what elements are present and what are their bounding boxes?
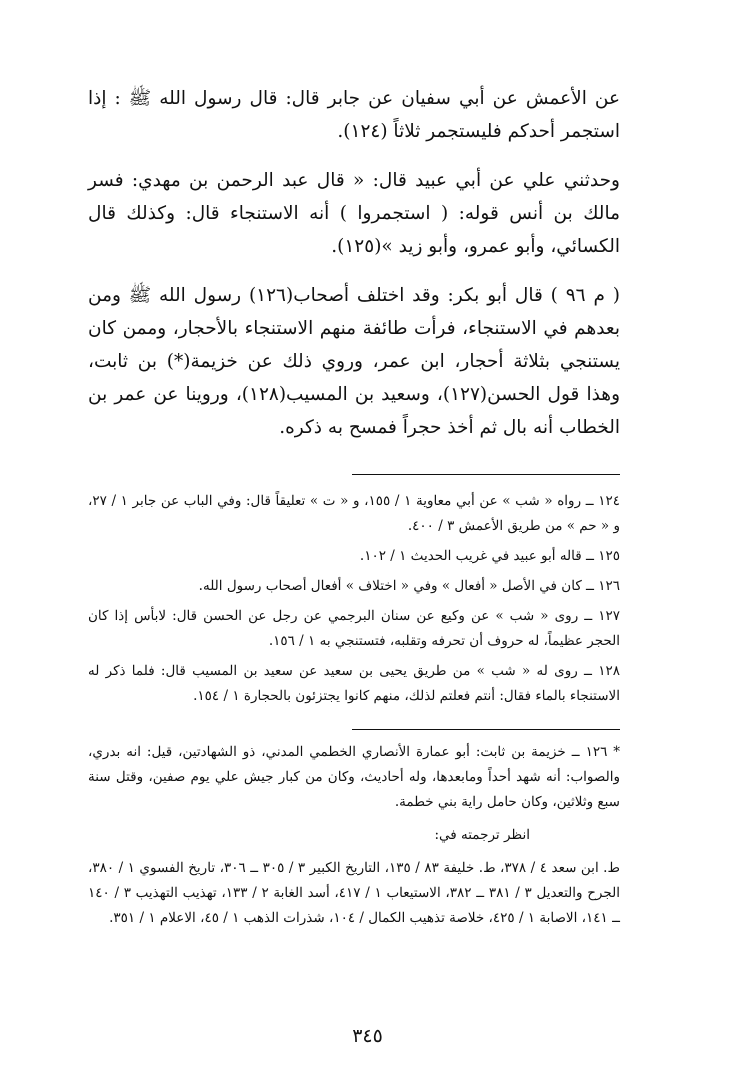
biography-divider bbox=[352, 729, 620, 730]
footnote: ١٢٨ ــ روى له « شب » من طريق يحيى بن سعيد عن سعيد بن المسيب قال: فلما ذكر له الاستنجاء بالماء فقال: أنتم فعلتم لذلك، منهم كانوا يجتزئون بالحجارة ١ / ١٥٤. bbox=[88, 663, 620, 704]
footnotes bbox=[88, 489, 620, 709]
biography-references: ط. ابن سعد ٤ / ٣٧٨، ط. خليفة ٨٣ / ١٣٥، التاريخ الكبير ٣ / ٣٠٥ ــ ٣٠٦، تاريخ الفسوي ١ / ٣٨٠، الجرح والتعديل ٣ / ٣٨١ ــ ٣٨٢، الاستيعاب ١ / ٤١٧، أسد الغابة ٢ / ١٣٣، تهذيب التهذيب ٣ / ١٤٠ ــ ١٤١، الاصابة ١ / ٤٢٥، خلاصة تذهيب الكمال / ١٠٤، شذرات الذهب ١ / ٤٥، الاعلام ١ / ٣٥١. bbox=[88, 860, 620, 926]
footnote: ١٢٧ ــ روى « شب » عن وكيع عن سنان البرجمي عن رجل عن الحسن قال: لابأس إذا كان الحجر عظيماً، له حروف أن تحرفه وتقلبه، فتستنجي به ١ / ١٥٦. bbox=[88, 608, 620, 649]
biography-section bbox=[88, 740, 620, 931]
page-body bbox=[88, 82, 620, 931]
footnote: ١٢٦ ــ كان في الأصل « أفعال » وفي « اختلاف » أفعال أصحاب رسول الله. bbox=[198, 578, 620, 594]
biography-heading: انظر ترجمته في: bbox=[434, 827, 530, 843]
biography-note: * ١٢٦ ــ خزيمة بن ثابت: أبو عمارة الأنصاري الخطمي المدني، ذو الشهادتين، قيل: انه بدري، والصواب: أنه شهد أحداً ومابعدها، وله أحاديث، وكان من كبار جيش علي يوم صفين، وقتل سنة سبع وثلاثين، وكان حامل راية بني خطمة. bbox=[88, 744, 621, 810]
footnote: ١٢٥ ــ قاله أبو عبيد في غريب الحديث ١ / ١٠٢. bbox=[359, 548, 620, 564]
main-paragraph: ( م ٩٦ ) قال أبو بكر: وقد اختلف أصحاب(١٢٦) رسول الله ﷺ ومن بعدهم في الاستنجاء، فرأت طائفة منهم الاستنجاء بالأحجار، وممن كان يستنجي بثلاثة أحجار، ابن عمر، وروي ذلك عن خزيمة(*) بن ثابت، وهذا قول الحسن(١٢٧)، وسعيد بن المسيب(١٢٨)، وروينا عن عمر بن الخطاب أنه بال ثم أخذ حجراً فمسح به ذكره. bbox=[88, 285, 621, 438]
footnote-divider bbox=[352, 474, 620, 475]
page-number: ٣٤٥ bbox=[352, 1025, 383, 1047]
main-paragraph: عن الأعمش عن أبي سفيان عن جابر قال: قال رسول الله ﷺ : إذا استجمر أحدكم فليستجمر ثلاثاً (١٢٤). bbox=[88, 88, 620, 142]
footnote: ١٢٤ ــ رواه « شب » عن أبي معاوية ١ / ١٥٥، و « ت » تعليقاً قال: وفي الباب عن جابر ١ / ٢٧، و « حم » من طريق الأعمش ٣ / ٤٠٠. bbox=[88, 493, 621, 534]
main-paragraph: وحدثني علي عن أبي عبيد قال: « قال عبد الرحمن بن مهدي: فسر مالك بن أنس قوله: ( استجمروا ) أنه الاستنجاء قال: وكذلك قال الكسائي، وأبو عمرو، وأبو زيد »(١٢٥). bbox=[88, 170, 620, 257]
